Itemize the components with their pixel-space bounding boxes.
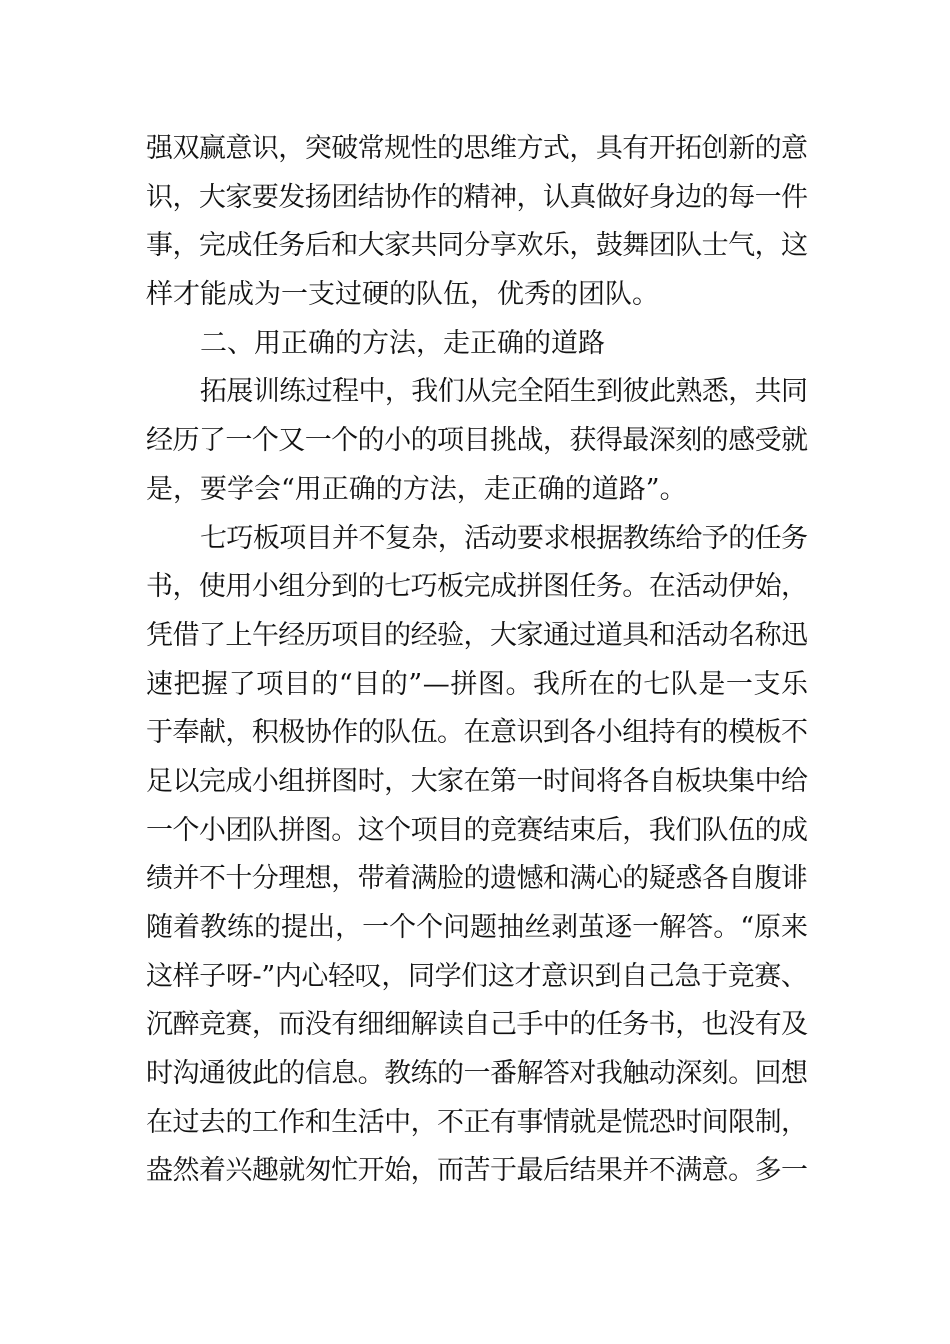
text-line	[146, 320, 808, 369]
text-line	[146, 1050, 808, 1099]
text-line-content: 强双赢意识，突破常规性的思维方式，具有开拓创新的意	[146, 133, 808, 164]
text-line	[146, 807, 808, 856]
text-line-content: 拓展训练过程中，我们从完全陌生到彼此熟悉，共同	[200, 376, 808, 408]
text-line-content: 凭借了上午经历项目的经验，大家通过道具和活动名称迅	[146, 619, 808, 651]
text-line	[146, 1001, 808, 1050]
text-line	[146, 758, 808, 807]
text-line	[146, 904, 808, 953]
text-line	[146, 368, 808, 417]
text-line-content: 这样子呀-”内心轻叹，同学们这才意识到自己急于竞赛、	[146, 960, 808, 992]
text-line-content: 足以完成小组拼图时，大家在第一时间将各自板块集中给	[146, 765, 808, 797]
text-line-content: 二、用正确的方法，走正确的道路	[200, 327, 605, 359]
text-line	[146, 953, 808, 1002]
text-line-content: 样才能成为一支过硬的队伍，优秀的团队。	[146, 279, 659, 311]
text-line-content: 随着教练的提出，一个个问题抽丝剥茧逐一解答。“原来	[146, 912, 809, 943]
text-line-content: 绩并不十分理想，带着满脸的遗憾和满心的疑惑各自腹诽	[146, 863, 808, 895]
text-line	[146, 612, 808, 661]
text-line-content: 七巧板项目并不复杂，活动要求根据教练给予的任务	[200, 522, 808, 554]
text-line-content: 时沟通彼此的信息。教练的一番解答对我触动深刻。回想	[146, 1058, 808, 1090]
text-line-content: 一个小团队拼图。这个项目的竞赛结束后，我们队伍的成	[146, 814, 808, 846]
text-line	[146, 222, 808, 271]
text-line-content: 是，要学会“用正确的方法，走正确的道路”。	[146, 473, 687, 505]
text-line-content: 识，大家要发扬团结协作的精神，认真做好身边的每一件	[146, 181, 808, 213]
text-line	[146, 1099, 808, 1148]
text-line	[146, 174, 808, 223]
text-line-content: 在过去的工作和生活中，不正有事情就是慌恐时间限制，	[146, 1106, 808, 1138]
text-line-content: 速把握了项目的“目的”—拼图。我所在的七队是一支乐	[146, 668, 809, 700]
text-line	[146, 125, 808, 174]
text-line	[146, 1147, 808, 1196]
document-body	[146, 125, 808, 1196]
text-line-content: 于奉献，积极协作的队伍。在意识到各小组持有的模板不	[146, 717, 808, 749]
text-line-content: 事，完成任务后和大家共同分享欢乐，鼓舞团队士气，这	[146, 230, 808, 262]
text-line	[146, 855, 808, 904]
text-line	[146, 563, 808, 612]
text-line-content: 沉醉竞赛，而没有细细解读自己手中的任务书，也没有及	[146, 1009, 808, 1041]
text-line-content: 经历了一个又一个的小的项目挑战，获得最深刻的感受就	[146, 425, 808, 457]
text-line	[146, 709, 808, 758]
text-line-content: 书，使用小组分到的七巧板完成拼图任务。在活动伊始，	[146, 571, 808, 603]
text-line	[146, 466, 808, 515]
text-line	[146, 515, 808, 564]
text-line	[146, 661, 808, 710]
text-line	[146, 271, 808, 320]
text-line	[146, 417, 808, 466]
text-line-content: 盎然着兴趣就匆忙开始，而苦于最后结果并不满意。多一	[146, 1155, 808, 1187]
